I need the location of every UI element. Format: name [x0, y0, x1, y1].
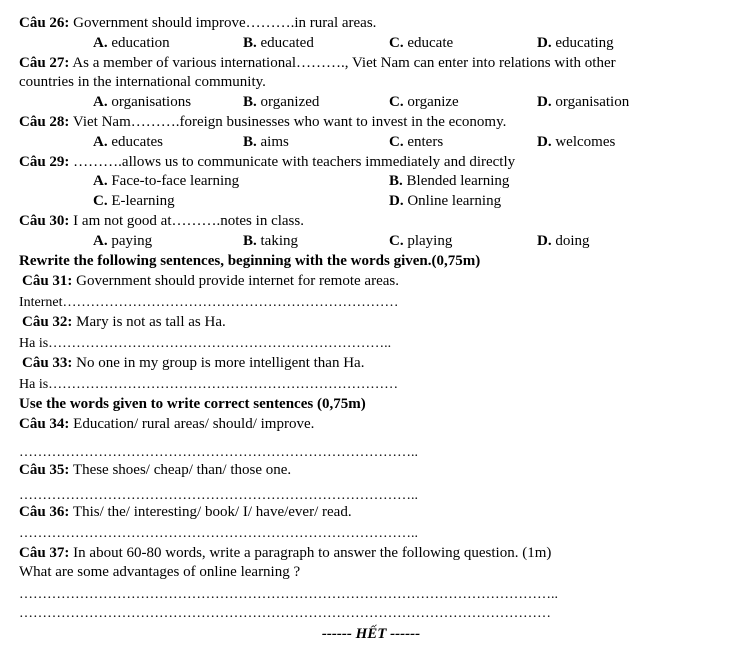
question-34	[19, 415, 314, 433]
option-a: A. educates	[93, 134, 163, 150]
option-c: C. E-learning	[93, 193, 175, 209]
option-a: A. organisations	[93, 94, 192, 110]
option-c: C. educate	[389, 35, 454, 51]
question-text: Mary is not as tall as Ha.	[72, 314, 226, 330]
question-30	[19, 212, 304, 230]
question-number: Câu 36:	[19, 504, 70, 520]
option-b: B. educated	[243, 35, 314, 51]
question-32	[22, 313, 226, 331]
option-a: A. paying	[93, 233, 153, 249]
question-text: No one in my group is more intelligent than Ha.	[72, 355, 365, 371]
option-b: B. organized	[243, 94, 320, 110]
answer-line[interactable]: ……………………………………………………………………………………………………	[19, 606, 551, 621]
question-text: Government should provide internet for remote areas.	[72, 273, 399, 289]
question-number: Câu 31:	[22, 273, 73, 289]
option-b: B. Blended learning	[389, 173, 510, 189]
option-a: A. education	[93, 35, 170, 51]
question-33	[22, 354, 364, 372]
answer-line[interactable]: ……………………………………………………………………………………………………..	[19, 587, 558, 602]
question-text: Government should improve……….in rural areas.	[69, 15, 377, 31]
question-prompt: What are some advantages of online learning ?	[19, 564, 301, 580]
answer-line[interactable]: Ha is………………………………………………………………..	[19, 336, 392, 351]
option-d: D. organisation	[537, 94, 630, 110]
question-36	[19, 503, 352, 521]
question-number: Câu 33:	[22, 355, 73, 371]
question-number: Câu 32:	[22, 314, 73, 330]
answer-line[interactable]: …………………………………………………………………………..	[19, 445, 418, 460]
question-number: Câu 28:	[19, 114, 70, 130]
question-text: In about 60-80 words, write a paragraph to answer the following question. (1m)	[69, 545, 552, 561]
option-b: B. taking	[243, 233, 299, 249]
answer-line[interactable]: Ha is…………………………………………………………………	[19, 377, 399, 392]
question-number: Câu 35:	[19, 462, 70, 478]
question-27	[19, 54, 616, 72]
answer-line[interactable]: …………………………………………………………………………..	[19, 526, 418, 541]
question-text: I am not good at……….notes in class.	[69, 213, 304, 229]
question-28	[19, 113, 506, 131]
option-c: C. enters	[389, 134, 444, 150]
question-number: Câu 34:	[19, 416, 70, 432]
question-26	[19, 14, 376, 32]
question-29	[19, 153, 515, 171]
question-35	[19, 461, 291, 479]
question-text: ……….allows us to communicate with teachers immediately and directly	[69, 154, 516, 170]
question-number: Câu 37:	[19, 545, 70, 561]
question-text: These shoes/ cheap/ than/ those one.	[69, 462, 292, 478]
question-31	[22, 272, 399, 290]
question-number: Câu 30:	[19, 213, 70, 229]
section-heading-rewrite: Rewrite the following sentences, beginning with the words given.(0,75m)	[19, 253, 481, 269]
question-text-continued: countries in the international community.	[19, 74, 266, 90]
option-d: D. educating	[537, 35, 614, 51]
question-number: Câu 29:	[19, 154, 70, 170]
option-d: D. welcomes	[537, 134, 616, 150]
section-heading-words: Use the words given to write correct sentences (0,75m)	[19, 396, 366, 412]
question-number: Câu 26:	[19, 15, 70, 31]
answer-line[interactable]: …………………………………………………………………………..	[19, 488, 418, 503]
option-c: C. playing	[389, 233, 453, 249]
question-text: Viet Nam……….foreign businesses who want to invest in the economy.	[69, 114, 507, 130]
option-a: A. Face-to-face learning	[93, 173, 240, 189]
question-37	[19, 544, 551, 562]
option-d: D. doing	[537, 233, 590, 249]
option-d: D. Online learning	[389, 193, 502, 209]
question-number: Câu 27:	[19, 55, 70, 71]
option-c: C. organize	[389, 94, 459, 110]
question-text: This/ the/ interesting/ book/ I/ have/ever/ read.	[69, 504, 352, 520]
question-text: As a member of various international………., Viet Nam can enter into relations with other	[69, 55, 616, 71]
option-b: B. aims	[243, 134, 289, 150]
question-text: Education/ rural areas/ should/ improve.	[69, 416, 315, 432]
answer-line[interactable]: Internet………………………………………………………………	[19, 295, 399, 310]
end-marker: ------ HẾT ------	[321, 626, 421, 642]
